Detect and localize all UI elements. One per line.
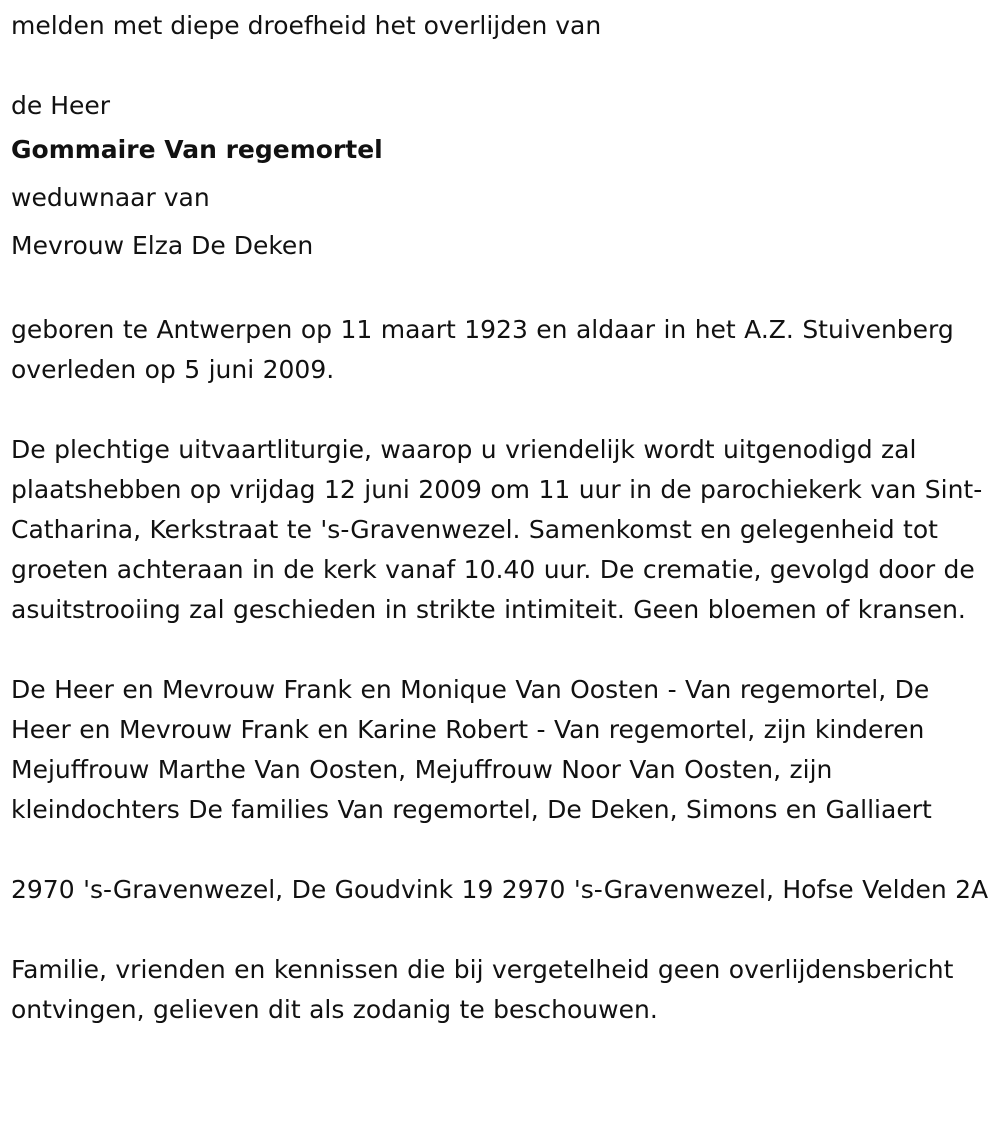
spacer xyxy=(11,830,990,870)
intro-text: melden met diepe droefheid het overlijden van xyxy=(11,11,602,40)
relation-label: weduwnaar van xyxy=(11,183,210,212)
spacer xyxy=(11,910,990,950)
deceased-name: Gommaire Van regemortel xyxy=(11,135,383,164)
ceremony-paragraph: De plechtige uitvaartliturgie, waarop u vriendelijk wordt uitgenodigd zal plaatshebben op vrijdag 12 juni 2009 om 11 uur in de parochiekerk van Sint-Catharina, Kerkstraat te 's-Gravenwezel. Samenkomst en gelegenheid tot groeten achteraan in de kerk vanaf 10.40 uur. De crematie, gevolgd door de asuitstrooiing zal geschieden in strikte intimiteit. Geen bloemen of kransen. xyxy=(11,435,983,624)
birth-death-paragraph: geboren te Antwerpen op 11 maart 1923 en aldaar in het A.Z. Stuivenberg overleden op 5 juni 2009. xyxy=(11,315,954,384)
family-paragraph: De Heer en Mevrouw Frank en Monique Van Oosten - Van regemortel, De Heer en Mevrouw Frank en Karine Robert - Van regemortel, zijn kinderen Mejuffrouw Marthe Van Oosten, Mejuffrouw Noor Van Oosten, zijn kleindochters De families Van regemortel, De Deken, Simons en Galliaert xyxy=(11,675,932,824)
salutation: de Heer xyxy=(11,91,111,120)
addresses-paragraph: 2970 's-Gravenwezel, De Goudvink 19 2970 's-Gravenwezel, Hofse Velden 2A xyxy=(11,875,989,904)
spacer xyxy=(11,390,990,430)
spacer xyxy=(11,630,990,670)
spouse-name: Mevrouw Elza De Deken xyxy=(11,231,314,260)
closing-paragraph: Familie, vrienden en kennissen die bij vergetelheid geen overlijdensbericht ontvingen, gelieven dit als zodanig te beschouwen. xyxy=(11,955,954,1024)
spacer xyxy=(11,270,990,310)
spacer xyxy=(11,46,990,86)
